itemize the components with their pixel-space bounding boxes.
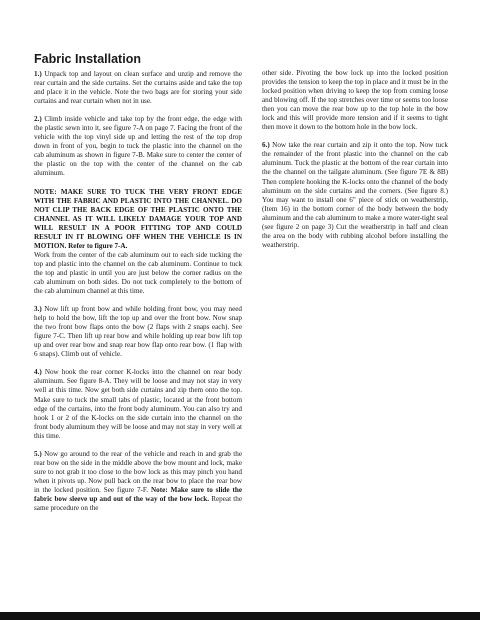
step-text: other side. Pivoting the bow lock up into the locked position provides the tension to keep the top in place and it must be in the locked position when driving to keep the top from coming loose and blowing off. If the top stretches over time or seems too loose then you can move the rear bow up to the top hole in the bow lock and this will provide more tension and if it seems to tight then move it down to the bottom hole in the bow lock. (262, 69, 448, 132)
step-text: Climb inside vehicle and take top by the front edge, the edge with the plastic sewn into it, see figure 7-A on page 7. Facing the front of the vehicle with the top vinyl side up and letting the rest of the top drop down in front of you, begin to tuck the plastic into the channel on the cab aluminum as shown in figure 7-B. Make sure to center the center of the plastic on the top with the center of the channel on the cab aluminum. (34, 115, 242, 178)
right-column (262, 69, 448, 259)
step-3-paragraph (34, 305, 242, 359)
warning-paragraph (34, 188, 242, 297)
step-number: 1.) (34, 70, 42, 78)
step-text: Work from the center of the cab aluminum out to each side tucking the top and plastic into the channel on the cab aluminum. Continue to tuck the top and plastic in until you are just below the corner radius on the cab aluminum on both sides. Do not tuck completely to the bottom of the cab aluminum channel at this time. (34, 250, 242, 296)
step-2-paragraph (34, 115, 242, 178)
step-5-continued-paragraph (262, 69, 448, 132)
step-number: 3.) (34, 305, 42, 314)
step-4-paragraph (34, 368, 242, 440)
step-text: Now go around to the rear of the vehicle and reach in and grab the rear bow on the side in the middle above the bow mount and lock, make sure to not grab it too close to the bow lock as this may pinch you hand when it pivots up. Now pull back on the rear bow to place the rear bow in the locked position. See figure 7-F. (34, 449, 242, 494)
step-6-paragraph (262, 141, 448, 250)
step-number: 5.) (34, 449, 42, 458)
step-text: Now hook the rear corner K-locks into the channel on rear body aluminum. See figure 8-A. They will be loose and may not stay in very well at this time. Now get both side curtains and zip them onto the top. Make sure to tuck the small tabs of plastic, located at the front bottom edge of the curtains, into the front body aluminum. You can also try and hook 1 or 2 of the K-locks on the side curtain into the channel on the front body aluminum they will be loose and may not stay in very well at this time. (34, 368, 242, 440)
bold-note: Note: Make sure to slide the fabric bow sleeve up and out of the way of the bow lock. (34, 485, 243, 503)
step-number: 2.) (34, 115, 42, 124)
step-text: Unpack top and layout on clean surface and unzip and remove the rear curtain and the side curtains. Set the curtains aside and take the top and place it in the vehicle. Note the two bags are for storing your side curtains and rear curtain when not in use. (34, 70, 243, 106)
step-text: Now lift up front bow and while holding front bow, you may need help to hold the bow, lift the top up and over the front bow. Now snap the two front bow flaps onto the bow (2 flaps with 2 snaps each). See figure 7-C. Then lift up rear bow and while holding up rear bow lift top up and over rear bow and snap rear bow flap onto rear bow. (1 flap with 6 snaps). Climb out of vehicle. (34, 305, 242, 359)
step-5-paragraph (34, 450, 242, 513)
step-number: 4.) (34, 368, 42, 377)
scan-edge (0, 612, 480, 620)
warning-note: NOTE: MAKE SURE TO TUCK THE VERY FRONT EDGE WITH THE FABRIC AND PLASTIC INTO THE CHANNEL. DO NOT CLIP THE BACK EDGE OF THE PLASTIC ONTO THE CHANNEL AS IT WILL LIKELY DAMAGE YOUR TOP AND WILL RESULT IN A POOR FITTING TOP AND COULD RESULT IN IT BLOWING OFF WHEN THE VEHICLE IS IN MOTION. Refer to figure 7-A. (34, 187, 242, 250)
step-text: Now take the rear curtain and zip it onto the top. Now tuck the remainder of the front plastic into the channel on the cab aluminum. Tuck the plastic at the bottom of the rear curtain into the the channel on the tailgate aluminum. (See figure 7E & 8B) Then complete hooking the K-locks onto the channel of the body aluminum on the side curtains and the corners. (See figure 8.) You may want to install one 6" piece of stick on weatherstrip, (Item 16) in the bottom corner of the body between the body aluminum and the cab aluminum to make a more water-tight seal (see figure 2 on page 3) Cut the weatherstrip in half and clean the area on the body with rubbing alcohol before installing the weatherstrip. (262, 141, 449, 249)
step-text-continued: Repeat the same procedure on the (34, 494, 242, 513)
step-number: 6.) (262, 141, 270, 150)
step-1-paragraph (34, 70, 242, 106)
left-column (34, 70, 242, 522)
page-title: Fabric Installation (34, 52, 141, 66)
